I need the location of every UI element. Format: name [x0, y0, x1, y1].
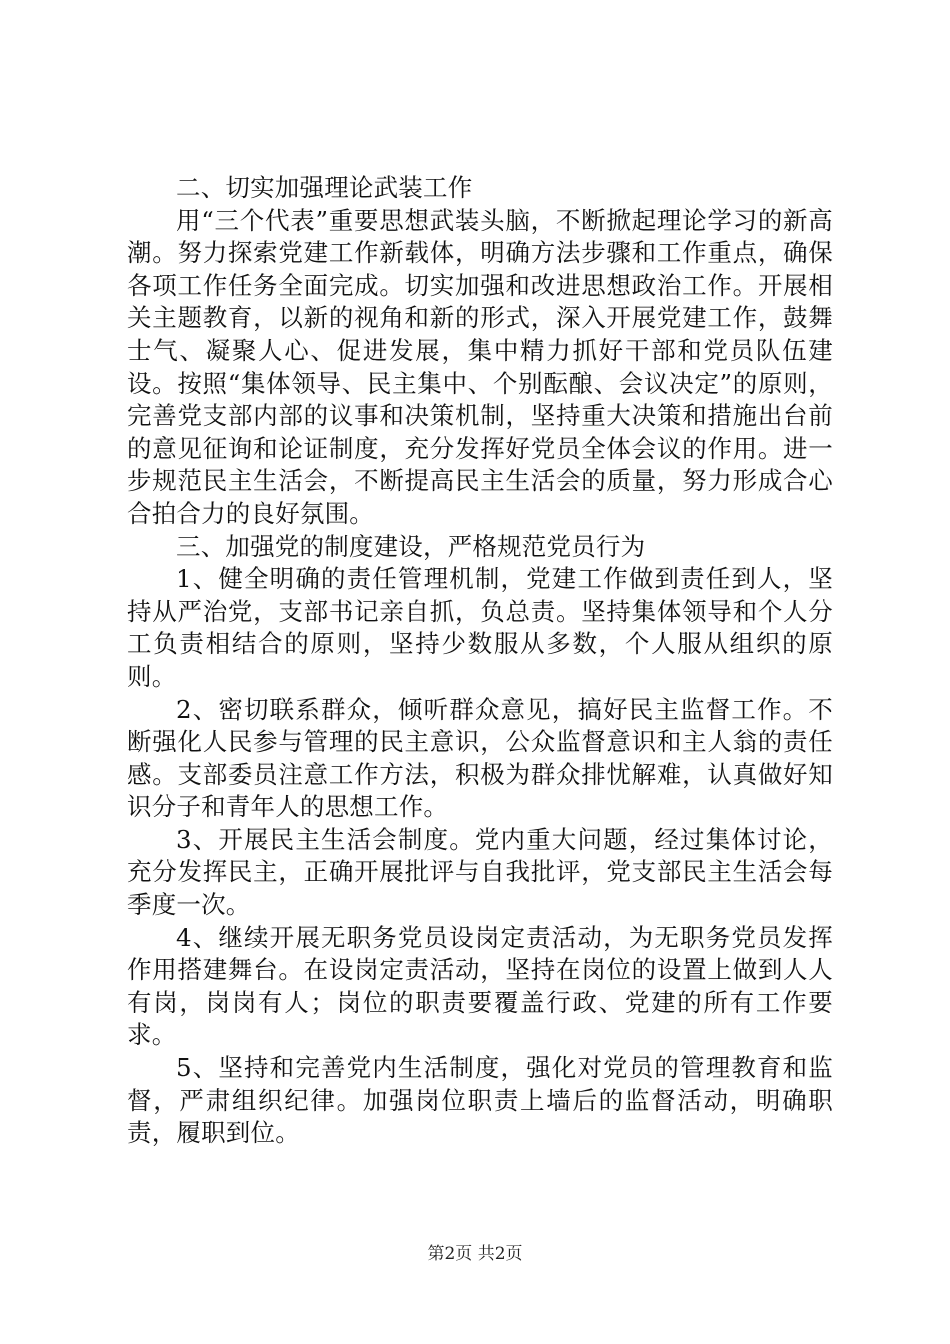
paragraph-item-4: 4、继续开展无职务党员设岗定责活动，为无职务党员发挥作用搭建舞台。在设岗定责活动，坚持在岗位的设置上做到人人有岗，岗岗有人；岗位的职责要覆盖行政、党建的所有工作要求。: [127, 922, 833, 1050]
paragraph-item-3: 3、开展民主生活会制度。党内重大问题，经过集体讨论，充分发挥民主，正确开展批评与自我批评，党支部民主生活会每季度一次。: [127, 824, 833, 920]
section-heading-3: 三、加强党的制度建设，严格规范党员行为: [176, 531, 646, 561]
section-heading-2: 二、切实加强理论武装工作: [176, 173, 473, 202]
paragraph-theory: 用“三个代表”重要思想武装头脑，不断掀起理论学习的新高潮。努力探索党建工作新载体，明确方法步骤和工作重点，确保各项工作任务全面完成。切实加强和改进思想政治工作。开展相关主题教育，以新的视角和新的形式，深入开展党建工作，鼓舞士气、凝聚人心、促进发展，集中精力抓好干部和党员队伍建设。按照“集体领导、民主集中、个别酝酿、会议决定”的原则，完善党支部内部的议事和决策机制，坚持重大决策和措施出台前的意见征询和论证制度，充分发挥好党员全体会议的作用。进一步规范民主生活会，不断提高民主生活会的质量，努力形成合心合拍合力的良好氛围。: [127, 205, 833, 528]
paragraph-item-1: 1、健全明确的责任管理机制，党建工作做到责任到人，坚持从严治党，支部书记亲自抓，负总责。坚持集体领导和个人分工负责相结合的原则，坚持少数服从多数，个人服从组织的原则。: [127, 564, 833, 691]
paragraph-item-5: 5、坚持和完善党内生活制度，强化对党员的管理教育和监督，严肃组织纪律。加强岗位职责上墙后的监督活动，明确职责，履职到位。: [127, 1053, 833, 1148]
document-body: [127, 172, 833, 1150]
paragraph-item-2: 2、密切联系群众，倾听群众意见，搞好民主监督工作。不断强化人民参与管理的民主意识，公众监督意识和主人翁的责任感。支部委员注意工作方法，积极为群众排忧解难，认真做好知识分子和青年人的思想工作。: [127, 694, 833, 822]
page-footer: 第2页 共2页: [427, 1244, 523, 1264]
